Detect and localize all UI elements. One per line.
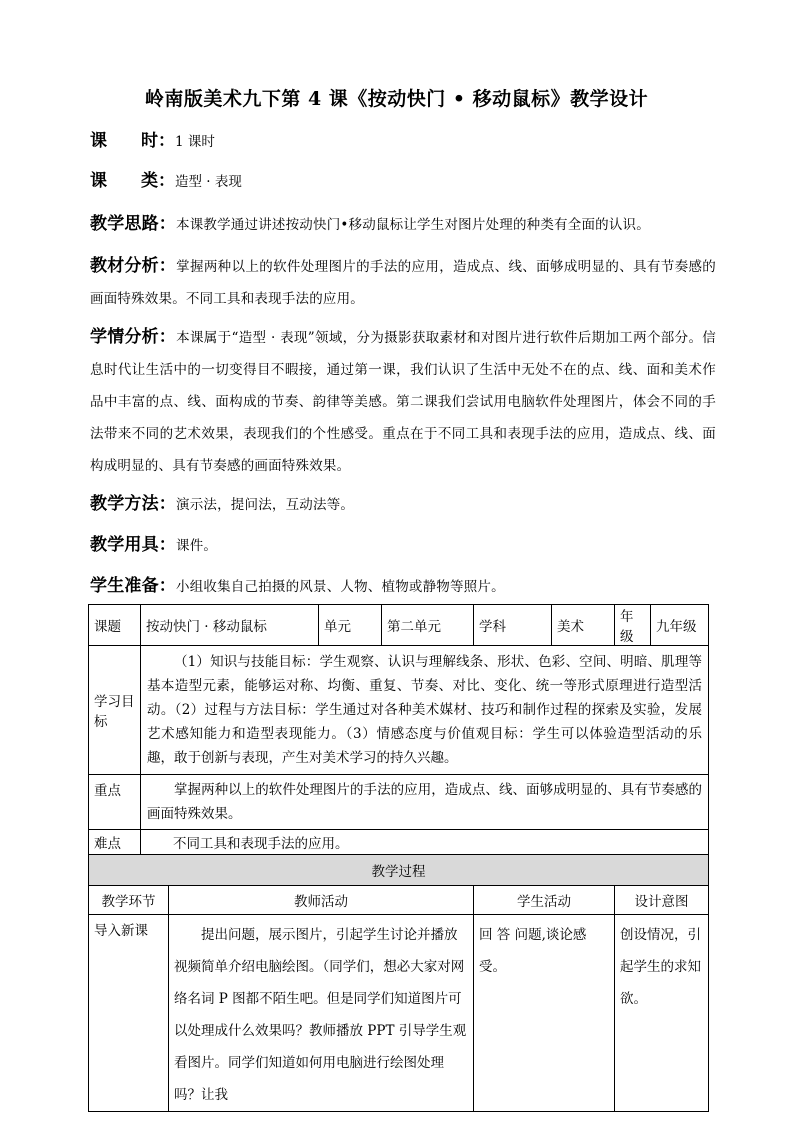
objectives-text: （1）知识与技能目标：学生观察、认识与理解线条、形状、色彩、空间、明暗、肌理等基本造型元素，能够运对称、均衡、重复、节奏、对比、变化、统一等形式原理进行造型活动。（2）过程与方法目标：学生通过对各种美术媒材、技巧和制作过程的探索及实验，发展艺术感知能力和造型表现能力。（3）情感态度与价值观目标：学生可以体验造型活动的乐趣，敢于创新与表现，产生对美术学习的持久兴趣。 — [141, 646, 709, 775]
section-student-analysis — [90, 321, 716, 482]
process-col-stage: 教学环节 — [89, 886, 169, 915]
meta-type-value: 造型 · 表现 — [175, 174, 242, 190]
unit-value: 第二单元 — [382, 605, 474, 646]
difficulty-label: 难点 — [89, 830, 141, 855]
lesson-plan-table — [88, 604, 709, 1112]
process-teacher-activity: 提出问题，展示图片，引起学生讨论并播放视频简单介绍电脑绘图。（同学们，想必大家对网络名词 P 图都不陌生吧。但是同学们知道图片可以处理成什么效果吗？教师播放 PPT 引导学生观看图片。同学们知道如何用电脑进行绘图处理吗？让我 — [169, 915, 474, 1112]
document-title: 岭南版美术九下第 4 课《按动快门 • 移动鼠标》教学设计 — [144, 88, 649, 110]
table-header-row — [89, 605, 709, 646]
section-student-prep — [90, 570, 716, 603]
subject-label: 学科 — [474, 605, 552, 646]
meta-period-value: 1 课时 — [175, 134, 215, 150]
process-col-student: 学生活动 — [474, 886, 615, 915]
meta-period — [90, 130, 720, 153]
section-label: 教材分析： — [90, 256, 176, 276]
keypoints-row — [89, 775, 709, 830]
keypoints-label: 重点 — [89, 775, 141, 830]
grade-value: 九年级 — [651, 605, 709, 646]
section-teaching-tools — [90, 529, 716, 562]
process-section-header — [89, 855, 709, 886]
objectives-label — [89, 646, 141, 775]
section-material-analysis — [90, 250, 716, 315]
section-label: 教学思路： — [90, 214, 176, 234]
topic-label: 课题 — [89, 605, 141, 646]
meta-type-label: 课 类： — [90, 171, 175, 191]
section-teaching-thinking — [90, 208, 716, 241]
difficulty-text: 不同工具和表现手法的应用。 — [141, 830, 709, 855]
section-text: 本课属于“造型 · 表现”领域，分为摄影获取素材和对图片进行软件后期加工两个部分。信息时代让生活中的一切变得目不暇接，通过第一课，我们认识了生活中无处不在的点、线、面和美术作品中丰富的点、线、面构成的节奏、韵律等美感。第二课我们尝试用电脑软件处理图片，体会不同的手法带来不同的艺术效果，表现我们的个性感受。重点在于不同工具和表现手法的应用，造成点、线、面构成明显的、具有节奏感的画面特殊效果。 — [90, 330, 716, 474]
process-stage: 导入新课 — [89, 915, 169, 1112]
grade-label: 年级 — [615, 605, 651, 646]
section-label: 教学用具： — [90, 535, 176, 555]
objectives-label-text: 学习目标 — [94, 694, 135, 730]
objectives-row — [89, 646, 709, 775]
process-col-teacher: 教师活动 — [169, 886, 474, 915]
section-label: 学生准备： — [90, 576, 176, 596]
process-design-intent: 创设情况，引起学生的求知欲。 — [615, 915, 709, 1112]
difficulty-row — [89, 830, 709, 855]
section-label: 教学方法： — [90, 494, 176, 514]
unit-label: 单元 — [319, 605, 382, 646]
meta-period-label: 课 时： — [90, 131, 175, 151]
process-row — [89, 915, 709, 1112]
process-title: 教学过程 — [89, 855, 709, 886]
section-text: 演示法，提问法，互动法等。 — [176, 497, 355, 513]
process-col-intent: 设计意图 — [615, 886, 709, 915]
section-label: 学情分析： — [90, 327, 176, 347]
meta-type — [90, 170, 720, 193]
process-student-activity: 回 答 问题,谈论感受。 — [474, 915, 615, 1112]
section-text: 课件。 — [176, 538, 218, 554]
topic-value: 按动快门 · 移动鼠标 — [141, 605, 319, 646]
process-columns-row — [89, 886, 709, 915]
section-text: 掌握两种以上的软件处理图片的手法的应用，造成点、线、面够成明显的、具有节奏感的画面特殊效果。不同工具和表现手法的应用。 — [90, 259, 716, 307]
section-teaching-methods — [90, 488, 716, 521]
section-text: 本课教学通过讲述按动快门•移动鼠标让学生对图片处理的种类有全面的认识。 — [176, 217, 650, 233]
keypoints-text: 掌握两种以上的软件处理图片的手法的应用，造成点、线、面够成明显的、具有节奏感的画面特殊效果。 — [141, 775, 709, 830]
subject-value: 美术 — [552, 605, 615, 646]
section-text: 小组收集自己拍摄的风景、人物、植物或静物等照片。 — [176, 579, 505, 595]
